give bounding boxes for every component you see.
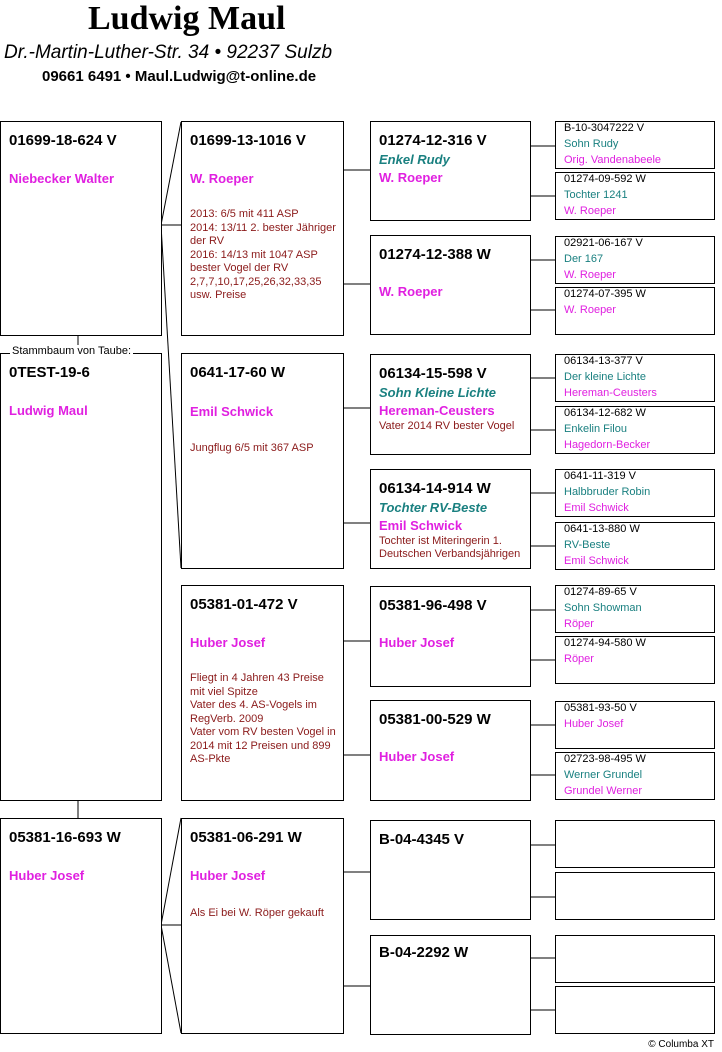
gen3-id: B-04-2292 W: [379, 944, 469, 961]
dam-owner: Huber Josef: [9, 868, 85, 883]
gen4-owner: Huber Josef: [564, 718, 624, 730]
gen3-box-sss[interactable]: [370, 121, 531, 221]
gen4-owner: Grundel Werner: [564, 785, 643, 797]
gen2-id: 05381-06-291 W: [190, 829, 302, 846]
gen4-owner: Röper: [564, 618, 594, 630]
gen3-owner: Huber Josef: [379, 749, 455, 764]
gen2-owner: Huber Josef: [190, 635, 266, 650]
gen3-box-sdd[interactable]: [370, 469, 531, 569]
sire-box[interactable]: [0, 121, 162, 336]
gen4-box[interactable]: [555, 406, 715, 454]
gen4-box[interactable]: [555, 121, 715, 169]
gen3-id: 06134-15-598 V: [379, 365, 487, 382]
gen4-box[interactable]: [555, 636, 715, 684]
gen3-owner: Emil Schwick: [379, 518, 463, 533]
gen2-box-ds[interactable]: [181, 585, 344, 801]
gen4-nickname: Sohn Rudy: [564, 138, 619, 150]
gen2-owner: Emil Schwick: [190, 404, 274, 419]
gen4-nickname: Werner Grundel: [564, 769, 643, 781]
gen3-owner: Hereman-Ceusters: [379, 403, 495, 418]
gen4-box[interactable]: [555, 986, 715, 1034]
gen2-box-dd[interactable]: [181, 818, 344, 1034]
gen4-nickname: Sohn Showman: [564, 602, 642, 614]
gen4-id: 05381-93-50 V: [564, 702, 637, 714]
gen3-nickname: Tochter RV-Beste: [379, 500, 488, 515]
gen4-owner: W. Roeper: [564, 205, 616, 217]
gen4-owner: Röper: [564, 653, 594, 665]
gen3-id: 01274-12-388 W: [379, 246, 491, 263]
gen4-owner: Emil Schwick: [564, 555, 629, 567]
gen3-remark: Tochter ist Miteringerin 1. Deutschen Verbandsjährigen: [379, 535, 521, 560]
gen4-owner: W. Roeper: [564, 304, 616, 316]
gen2-id: 01699-13-1016 V: [190, 132, 306, 149]
gen4-owner: Hereman-Ceusters: [564, 387, 657, 399]
gen4-id: 06134-13-377 V: [564, 355, 643, 367]
gen4-box[interactable]: [555, 522, 715, 570]
gen2-remark: Fliegt in 4 Jahren 43 Preise mit viel Spitze Vater des 4. AS-Vogels im RegVerb. 2009 Vater vom RV besten Vogel in 2014 mit 12 Preisen und 899 AS-Pkte: [190, 672, 336, 765]
gen4-owner: Orig. Vandenabeele: [564, 154, 662, 166]
gen4-box[interactable]: [555, 585, 715, 633]
gen4-nickname: Halbbruder Robin: [564, 486, 651, 498]
subject-label: Stammbaum von Taube:: [12, 345, 132, 357]
gen4-box[interactable]: [555, 752, 715, 800]
subject-owner: Ludwig Maul: [9, 403, 88, 418]
gen4-owner: W. Roeper: [564, 269, 616, 281]
gen4-box[interactable]: [555, 820, 715, 868]
gen4-box[interactable]: [555, 701, 715, 749]
gen3-box-sds[interactable]: [370, 354, 531, 455]
gen3-owner: Huber Josef: [379, 635, 455, 650]
gen4-id: 01274-07-395 W: [564, 288, 646, 300]
breeder-address: Dr.-Martin-Luther-Str. 34 • 92237 Sulzb: [4, 42, 333, 63]
gen4-nickname: Der kleine Lichte: [564, 371, 646, 383]
gen3-id: 05381-96-498 V: [379, 597, 487, 614]
gen4-owner: Hagedorn-Becker: [564, 439, 651, 451]
gen3-box-dss[interactable]: [370, 586, 531, 687]
gen3-nickname: Enkel Rudy: [379, 152, 450, 167]
gen3-id: 05381-00-529 W: [379, 711, 491, 728]
gen4-box[interactable]: [555, 172, 715, 220]
gen2-owner: Huber Josef: [190, 868, 266, 883]
breeder-contact: 09661 6491 • Maul.Ludwig@t-online.de: [42, 68, 317, 85]
gen4-box[interactable]: [555, 236, 715, 284]
gen2-owner: W. Roeper: [190, 171, 254, 186]
gen4-id: 01274-09-592 W: [564, 173, 646, 185]
sire-owner: Niebecker Walter: [9, 171, 115, 186]
gen3-id: 06134-14-914 W: [379, 480, 491, 497]
gen4-box[interactable]: [555, 872, 715, 920]
breeder-name: Ludwig Maul: [88, 0, 286, 37]
gen4-nickname: Tochter 1241: [564, 189, 628, 201]
gen2-box-sd[interactable]: [181, 353, 344, 569]
gen4-box[interactable]: [555, 469, 715, 517]
gen2-id: 0641-17-60 W: [190, 364, 286, 381]
sire-id: 01699-18-624 V: [9, 132, 117, 149]
gen3-remark: Vater 2014 RV bester Vogel: [379, 420, 515, 432]
copyright-text: © Columba XT: [648, 1039, 714, 1050]
gen4-box[interactable]: [555, 935, 715, 983]
gen2-box-ss[interactable]: [181, 121, 344, 336]
gen3-id: B-04-4345 V: [379, 831, 465, 848]
gen4-id: B-10-3047222 V: [564, 122, 645, 134]
gen4-box[interactable]: [555, 354, 715, 402]
gen2-remark: Als Ei bei W. Röper gekauft: [190, 907, 324, 919]
subject-box[interactable]: [0, 353, 162, 801]
gen4-id: 02921-06-167 V: [564, 237, 643, 249]
gen4-box[interactable]: [555, 287, 715, 335]
subject-id: 0TEST-19-6: [9, 364, 90, 381]
gen4-id: 01274-94-580 W: [564, 637, 646, 649]
gen4-nickname: RV-Beste: [564, 539, 611, 551]
gen4-id: 02723-98-495 W: [564, 753, 646, 765]
gen4-id: 0641-11-319 V: [564, 470, 636, 482]
gen3-box-dds[interactable]: [370, 820, 531, 920]
gen4-owner: Emil Schwick: [564, 502, 629, 514]
gen2-id: 05381-01-472 V: [190, 596, 298, 613]
dam-id: 05381-16-693 W: [9, 829, 121, 846]
gen2-remark: 2013: 6/5 mit 411 ASP 2014: 13/11 2. bester Jähriger der RV 2016: 14/13 mit 1047 ASP bester Vogel der RV 2,7,7,10,17,25,26,32,33,35 usw. Preise: [190, 208, 336, 301]
gen3-box-dsd[interactable]: [370, 700, 531, 801]
gen4-nickname: Der 167: [564, 253, 604, 265]
gen3-id: 01274-12-316 V: [379, 132, 487, 149]
gen4-id: 0641-13-880 W: [564, 523, 640, 535]
gen3-box-ssd[interactable]: [370, 235, 531, 335]
gen3-owner: W. Roeper: [379, 284, 443, 299]
gen4-nickname: Enkelin Filou: [564, 423, 627, 435]
gen3-owner: W. Roeper: [379, 170, 443, 185]
gen2-remark: Jungflug 6/5 mit 367 ASP: [190, 442, 314, 454]
gen4-id: 06134-12-682 W: [564, 407, 646, 419]
gen4-id: 01274-89-65 V: [564, 586, 637, 598]
dam-box[interactable]: [0, 818, 162, 1034]
gen3-nickname: Sohn Kleine Lichte: [379, 385, 497, 400]
gen3-box-ddd[interactable]: [370, 935, 531, 1035]
